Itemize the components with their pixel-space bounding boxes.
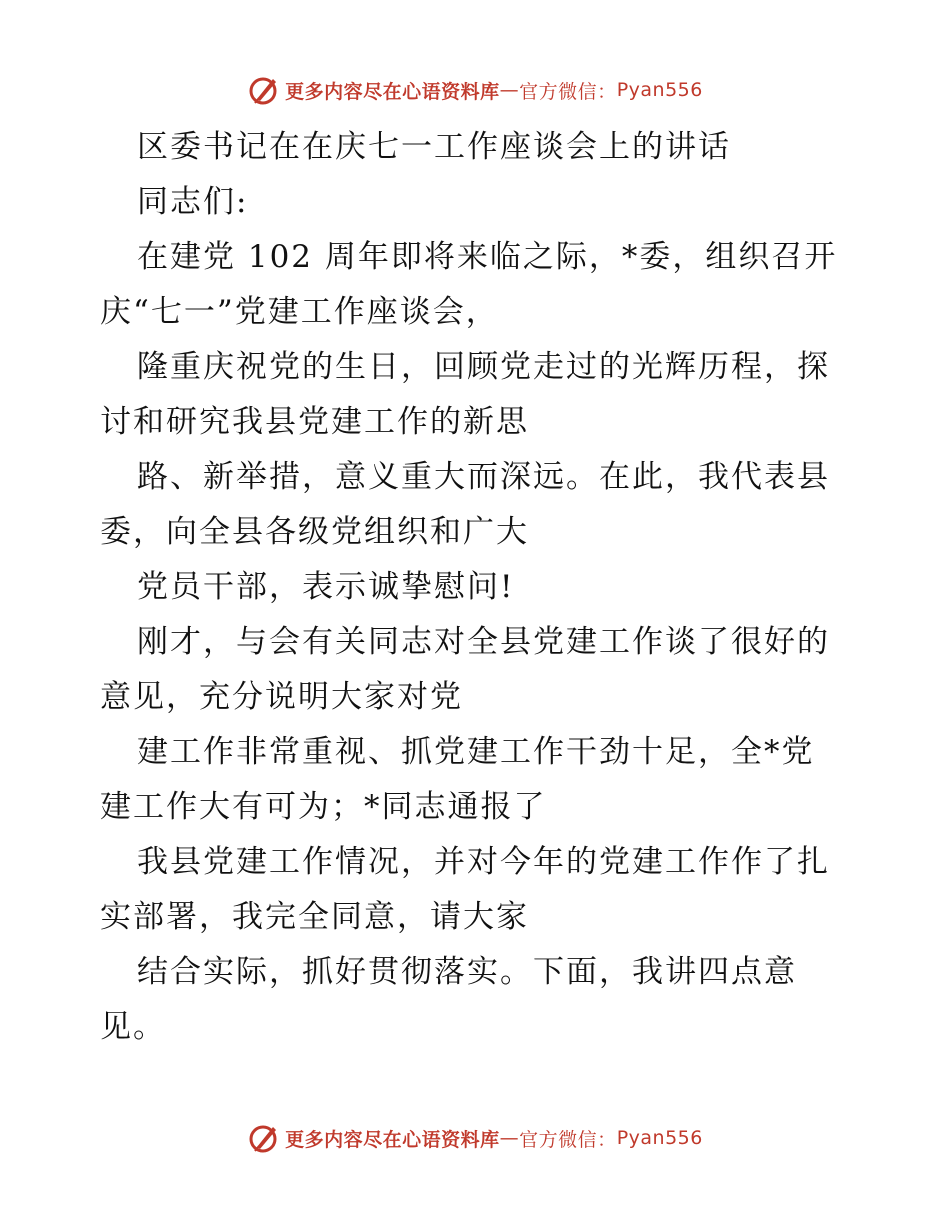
banner-wechat-id: Pyan556 (616, 1127, 703, 1149)
banner-main-text: 更多内容尽在心语资料库 (285, 1128, 500, 1151)
banner-label: 官方微信： (519, 1128, 617, 1151)
text-line: 庆“七一”党建工作座谈会， (100, 294, 499, 330)
text-line: 结合实际，抓好贯彻落实。下面，我讲四点意 (137, 954, 797, 990)
text-line: 同志们: (137, 184, 249, 220)
quill-circle-icon (247, 1121, 281, 1155)
text-line: 刚才，与会有关同志对全县党建工作谈了很好的 (137, 624, 830, 660)
banner-wechat-id: Pyan556 (616, 79, 703, 101)
text-line: 见。 (100, 1009, 166, 1045)
footer-banner (0, 1118, 950, 1158)
text-line: 建工作大有可为；*同志通报了 (100, 789, 547, 825)
document-body (100, 120, 860, 1055)
banner-separator: — (499, 1127, 520, 1149)
text-line: 意见，充分说明大家对党 (100, 679, 463, 715)
banner-separator: — (499, 79, 520, 101)
banner-label: 官方微信： (519, 80, 617, 103)
text-line: 路、新举措，意义重大而深远。在此，我代表县 (137, 459, 830, 495)
text-line: 党员干部，表示诚挚慰问! (137, 569, 515, 605)
quill-circle-icon (247, 73, 281, 107)
text-line: 建工作非常重视、抓党建工作干劲十足，全*党 (137, 734, 815, 770)
text-line: 讨和研究我县党建工作的新思 (100, 404, 529, 440)
document-title: 区委书记在在庆七一工作座谈会上的讲话 (137, 129, 731, 165)
text-line: 委，向全县各级党组织和广大 (100, 514, 529, 550)
text-line: 隆重庆祝党的生日，回顾党走过的光辉历程，探 (137, 349, 830, 385)
header-banner (0, 70, 950, 110)
text-line: 在建党 102 周年即将来临之际，*委，组织召开 (137, 239, 838, 275)
text-line: 实部署，我完全同意，请大家 (100, 899, 529, 935)
banner-main-text: 更多内容尽在心语资料库 (285, 80, 500, 103)
text-line: 我县党建工作情况，并对今年的党建工作作了扎 (137, 844, 830, 880)
